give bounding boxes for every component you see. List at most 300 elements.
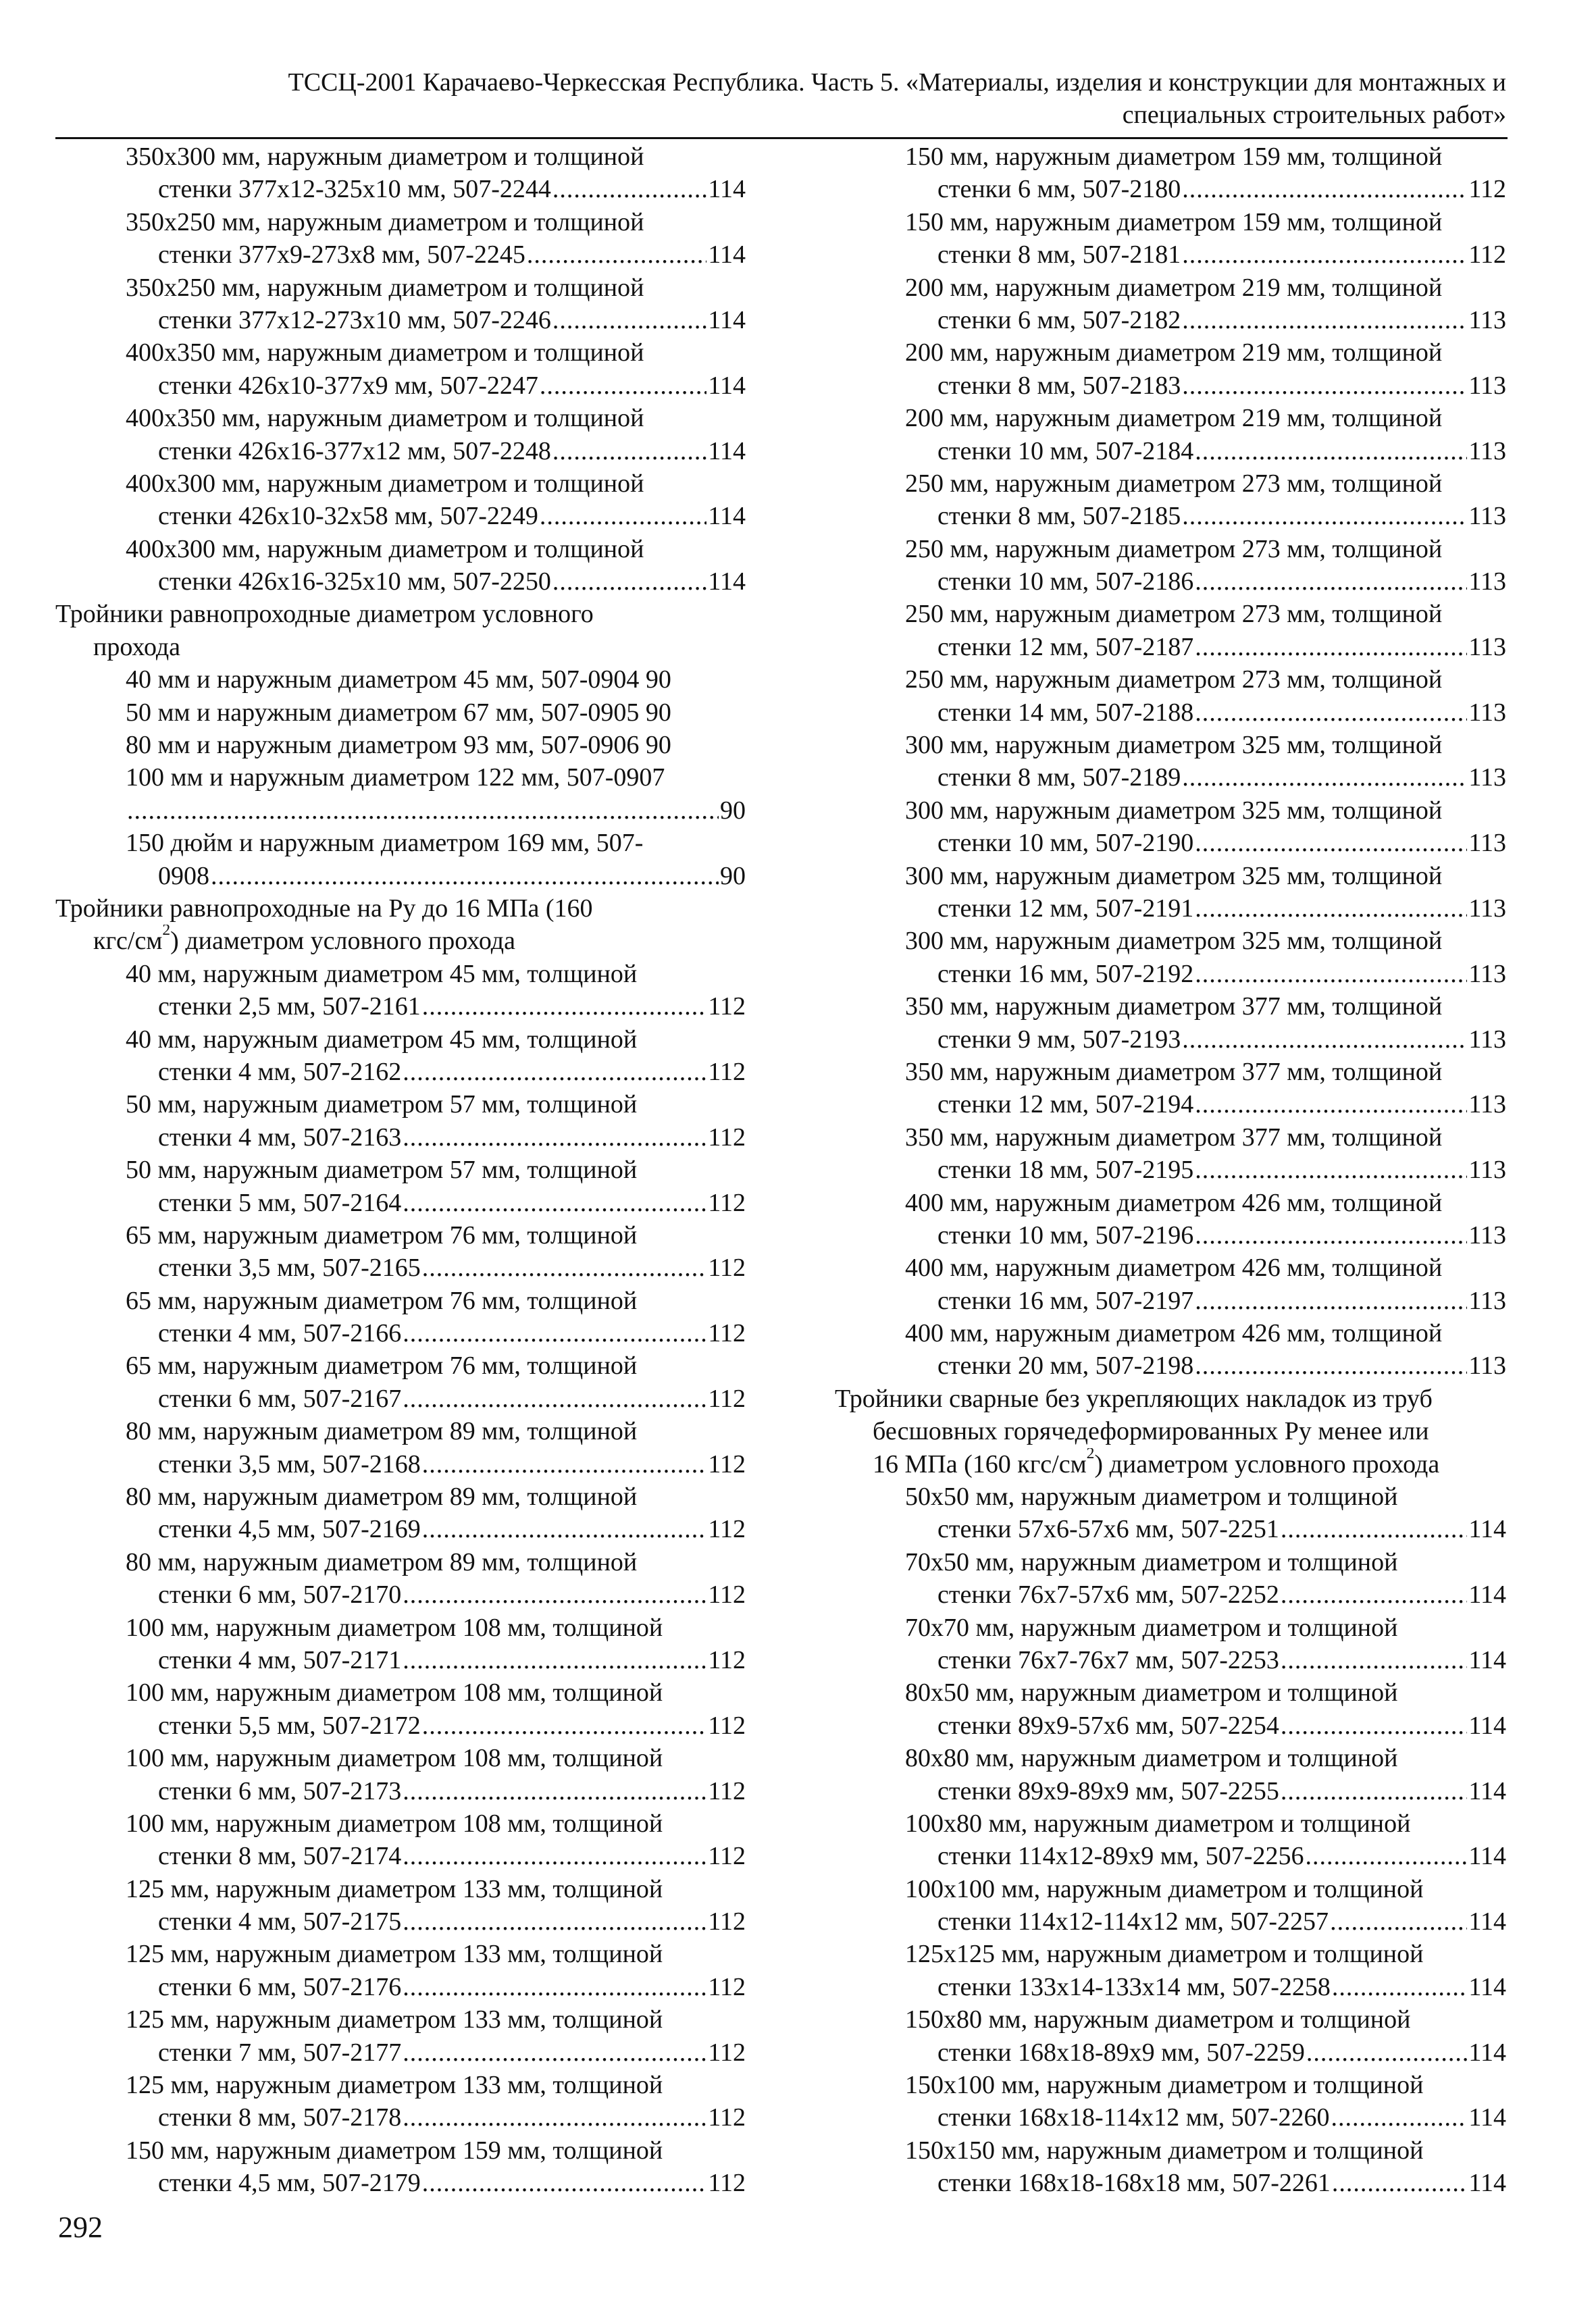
entry-text: стенки 16 мм, 507-2197 [937, 1286, 1194, 1315]
index-entry-line [835, 1285, 1506, 1317]
entry-page-ref: 112 [708, 1254, 746, 1283]
entry-text: 250 мм, наружным диаметром 273 мм, толщиной [905, 469, 1443, 498]
index-entry-line [835, 500, 1506, 532]
entry-page-ref: 112 [708, 1907, 746, 1936]
index-entry-line [55, 500, 746, 532]
entry-text: стенки 6 мм, 507-2182 [937, 305, 1181, 334]
index-entry-line [55, 238, 746, 271]
index-entry-line [835, 1676, 1506, 1709]
entry-page-ref: 113 [1468, 829, 1506, 858]
entry-text: 350 мм, наружным диаметром 377 мм, толщиной [905, 1123, 1443, 1152]
index-entry-line [55, 1383, 746, 1415]
entry-text: 400 мм, наружным диаметром 426 мм, толщиной [905, 1188, 1443, 1217]
dot-leader [403, 1056, 706, 1088]
entry-text: 300 мм, наружным диаметром 325 мм, толщиной [905, 731, 1443, 760]
dot-leader [552, 173, 707, 205]
dot-leader [540, 369, 707, 402]
index-entry-line [55, 958, 746, 990]
dot-leader [1281, 1775, 1468, 1807]
entry-text: 100 мм, наружным диаметром 108 мм, толщиной [126, 1678, 663, 1707]
entry-text: 65 мм, наружным диаметром 76 мм, толщиной [126, 1220, 638, 1250]
entry-text: 250 мм, наружным диаметром 273 мм, толщиной [905, 600, 1443, 629]
entry-text: 400х350 мм, наружным диаметром и толщиной [126, 338, 644, 367]
entry-text: 50 мм, наружным диаметром 57 мм, толщиной [126, 1156, 638, 1185]
entry-page-ref: 114 [1468, 2038, 1506, 2067]
superscript: 2 [1086, 1447, 1095, 1462]
dot-leader [403, 1578, 706, 1611]
index-entry-line [835, 729, 1506, 761]
index-entry-line [55, 1873, 746, 1905]
entry-page-ref: 113 [1468, 698, 1506, 727]
entry-page-ref: 113 [1468, 1286, 1506, 1315]
entry-page-ref: 112 [708, 1319, 746, 1348]
index-entry-line [55, 2036, 746, 2069]
index-entry-line [55, 402, 746, 434]
entry-text: стенки 8 мм, 507-2185 [937, 502, 1181, 531]
entry-text: стенки 5,5 мм, 507-2172 [158, 1711, 421, 1740]
dot-leader [403, 1840, 706, 1872]
entry-page-ref: 113 [1468, 1352, 1506, 1381]
index-entry-line [55, 435, 746, 467]
index-entry-line [55, 2134, 746, 2167]
entry-text: 100х80 мм, наружным диаметром и толщиной [905, 1809, 1411, 1838]
entry-text: стенки 57х6-57х6 мм, 507-2251 [937, 1515, 1279, 1544]
entry-page-ref: 114 [1468, 1711, 1506, 1740]
index-entry-line [55, 1709, 746, 1742]
entry-text-tail: ) диаметром условного прохода [170, 927, 515, 956]
entry-text: 250 мм, наружным диаметром 273 мм, толщиной [905, 665, 1443, 694]
entry-text: стенки 2,5 мм, 507-2161 [158, 992, 421, 1021]
entry-page-ref: 114 [1468, 1907, 1506, 1936]
entry-text: 0908 [158, 861, 209, 890]
index-entry-line [55, 1023, 746, 1056]
index-entry-line [55, 892, 746, 925]
entry-text: стенки 168х18-168х18 мм, 507-2261 [937, 2169, 1331, 2198]
entry-text: 350х300 мм, наружным диаметром и толщиной [126, 143, 644, 171]
entry-text: 80 мм, наружным диаметром 89 мм, толщиной [126, 1417, 638, 1446]
index-entry-line [55, 1644, 746, 1676]
index-entry-line [55, 1513, 746, 1545]
index-entry-line [835, 1546, 1506, 1578]
entry-text: 250 мм, наружным диаметром 273 мм, толщиной [905, 534, 1443, 563]
dot-leader [1195, 1219, 1467, 1252]
index-entry-line [835, 990, 1506, 1023]
entry-page-ref: 90 [720, 861, 746, 890]
index-entry-line [55, 1481, 746, 1513]
entry-page-ref: 113 [1468, 632, 1506, 661]
entry-text: стенки 426х16-377х12 мм, 507-2248 [158, 436, 551, 465]
dot-leader [1281, 1709, 1468, 1742]
index-entry-line [55, 925, 746, 957]
entry-text: Тройники равнопроходные диаметром условного [55, 600, 594, 629]
dot-leader [1182, 304, 1467, 336]
entry-text: стенки 10 мм, 507-2186 [937, 567, 1194, 596]
dot-leader [1195, 1088, 1467, 1121]
running-header-line-2: специальных строительных работ» [1122, 101, 1506, 129]
index-entry-line [55, 1971, 746, 2003]
dot-leader [1305, 1840, 1467, 1872]
dot-leader [403, 1187, 706, 1219]
dot-leader [422, 1513, 707, 1545]
entry-text: стенки 16 мм, 507-2192 [937, 959, 1194, 988]
entry-text: стенки 8 мм, 507-2178 [158, 2103, 402, 2132]
index-entry-line [55, 1578, 746, 1611]
dot-leader [422, 2167, 707, 2199]
entry-page-ref: 112 [708, 1645, 746, 1674]
index-entry-line [55, 272, 746, 304]
index-entry-line [835, 1023, 1506, 1056]
entry-page-ref: 114 [1468, 1645, 1506, 1674]
index-entry-line [835, 1154, 1506, 1186]
entry-text: стенки 8 мм, 507-2174 [158, 1842, 402, 1871]
index-entry-line [835, 860, 1506, 892]
entry-page-ref: 112 [708, 1580, 746, 1610]
entry-page-ref: 112 [708, 1842, 746, 1871]
index-entry-line [835, 238, 1506, 271]
entry-page-ref: 112 [708, 1776, 746, 1805]
entry-page-ref: 112 [708, 1449, 746, 1479]
entry-text: стенки 377х9-273х8 мм, 507-2245 [158, 240, 525, 269]
entry-text: 400х350 мм, наружным диаметром и толщиной [126, 404, 644, 433]
entry-page-ref: 112 [708, 1972, 746, 2001]
entry-page-ref: 112 [708, 1515, 746, 1544]
index-entry-line [55, 1219, 746, 1252]
entry-page-ref: 114 [708, 175, 746, 204]
index-entry-line [55, 1285, 746, 1317]
index-entry-line [55, 631, 746, 663]
entry-text: стенки 89х9-57х6 мм, 507-2254 [937, 1711, 1279, 1740]
index-entry-line [55, 1317, 746, 1349]
entry-text: 150 мм, наружным диаметром 159 мм, толщиной [905, 207, 1443, 236]
index-entry-line [55, 1448, 746, 1481]
index-entry-line [55, 794, 746, 827]
dot-leader [1182, 761, 1467, 794]
entry-page-ref: 114 [1468, 1580, 1506, 1610]
entry-text: бесшовных горячедеформированных Ру менее или [873, 1417, 1429, 1446]
dot-leader [403, 1775, 706, 1807]
entry-page-ref: 113 [1468, 371, 1506, 400]
entry-text: 150х100 мм, наружным диаметром и толщиной [905, 2071, 1424, 2100]
dot-leader [552, 304, 707, 336]
dot-leader [1195, 696, 1467, 729]
entry-page-ref: 112 [708, 1057, 746, 1086]
entry-page-ref: 112 [708, 2038, 746, 2067]
entry-text: 200 мм, наружным диаметром 219 мм, толщиной [905, 273, 1443, 302]
index-entry-line [835, 1056, 1506, 1088]
entry-text: стенки 168х18-114х12 мм, 507-2260 [937, 2103, 1330, 2132]
entry-text: стенки 12 мм, 507-2187 [937, 632, 1194, 661]
index-entry-line [55, 206, 746, 238]
entry-page-ref: 112 [708, 992, 746, 1021]
index-entry-line [835, 1481, 1506, 1513]
entry-text: стенки 8 мм, 507-2189 [937, 763, 1181, 792]
entry-text: 350х250 мм, наружным диаметром и толщиной [126, 273, 644, 302]
entry-page-ref: 90 [720, 796, 746, 825]
entry-text: 50 мм и наружным диаметром 67 мм, 507-0905 90 [126, 698, 671, 727]
index-entry-line [55, 729, 746, 761]
index-entry-line [55, 369, 746, 402]
index-entry-line [55, 1546, 746, 1578]
dot-leader [403, 1905, 706, 1938]
index-entry-line [835, 565, 1506, 598]
index-entry-line [55, 1121, 746, 1154]
index-entry-line [55, 2167, 746, 2199]
entry-text: стенки 114х12-114х12 мм, 507-2257 [937, 1907, 1329, 1936]
entry-text: стенки 3,5 мм, 507-2165 [158, 1254, 421, 1283]
index-entry-line [55, 565, 746, 598]
entry-text: стенки 9 мм, 507-2193 [937, 1025, 1181, 1054]
index-entry-line [835, 2134, 1506, 2167]
entry-text: стенки 426х10-377х9 мм, 507-2247 [158, 371, 538, 400]
entry-text: 350 мм, наружным диаметром 377 мм, толщиной [905, 992, 1443, 1021]
index-entry-line [835, 1187, 1506, 1219]
index-entry-line [55, 336, 746, 369]
entry-text: прохода [93, 632, 181, 661]
entry-text: 125 мм, наружным диаметром 133 мм, толщиной [126, 1940, 663, 1969]
entry-text: 125 мм, наружным диаметром 133 мм, толщиной [126, 1874, 663, 1903]
entry-text: 400 мм, наружным диаметром 426 мм, толщиной [905, 1319, 1443, 1348]
dot-leader [1281, 1644, 1468, 1676]
dot-leader [1195, 1285, 1467, 1317]
dot-leader [1195, 565, 1467, 598]
dot-leader [1182, 173, 1467, 205]
entry-text: стенки 377х12-325х10 мм, 507-2244 [158, 175, 551, 204]
entry-text: стенки 4 мм, 507-2175 [158, 1907, 402, 1936]
dot-leader [1195, 631, 1467, 663]
entry-page-ref: 112 [708, 1123, 746, 1152]
entry-page-ref: 114 [708, 240, 746, 269]
entry-text: 125 мм, наружным диаметром 133 мм, толщиной [126, 2005, 663, 2034]
entry-text: 350х250 мм, наружным диаметром и толщиной [126, 207, 644, 236]
index-entry-line [55, 2003, 746, 2036]
entry-text: стенки 5 мм, 507-2164 [158, 1188, 402, 1217]
index-entry-line [835, 1840, 1506, 1872]
entry-text: стенки 168х18-89х9 мм, 507-2259 [937, 2038, 1305, 2067]
index-entry-line [835, 206, 1506, 238]
page-number: 292 [58, 2211, 103, 2244]
dot-leader [403, 2101, 706, 2134]
entry-text: 150х80 мм, наружным диаметром и толщиной [905, 2005, 1411, 2034]
entry-page-ref: 114 [1468, 2169, 1506, 2198]
entry-page-ref: 112 [708, 2169, 746, 2198]
dot-leader [422, 1448, 707, 1481]
dot-leader [1306, 2036, 1468, 2069]
dot-leader [1182, 369, 1467, 402]
entry-text: стенки 4,5 мм, 507-2169 [158, 1515, 421, 1544]
running-header-line-1: ТССЦ-2001 Карачаево-Черкесская Республика. Часть 5. «Материалы, изделия и конструкции для монтажных и [288, 68, 1506, 97]
entry-text: стенки 76х7-76х7 мм, 507-2253 [937, 1645, 1279, 1674]
entry-page-ref: 113 [1468, 1090, 1506, 1119]
index-entry-line [55, 1807, 746, 1840]
entry-page-ref: 114 [708, 502, 746, 531]
entry-text: Тройники сварные без укрепляющих накладок из труб [835, 1384, 1433, 1413]
dot-leader [1195, 892, 1467, 925]
dot-leader [1281, 1578, 1468, 1611]
entry-text: стенки 89х9-89х9 мм, 507-2255 [937, 1776, 1279, 1805]
entry-text: 70х50 мм, наружным диаметром и толщиной [905, 1547, 1398, 1576]
index-entry-line [835, 1383, 1506, 1415]
entry-text: стенки 4 мм, 507-2171 [158, 1645, 402, 1674]
entry-text: 50х50 мм, наружным диаметром и толщиной [905, 1483, 1398, 1512]
entry-text: стенки 76х7-57х6 мм, 507-2252 [937, 1580, 1279, 1610]
index-entry-line [835, 173, 1506, 205]
dot-leader [127, 794, 719, 827]
index-entry-line [835, 598, 1506, 630]
index-entry-line [835, 1415, 1506, 1447]
entry-text: стенки 426х10-32х58 мм, 507-2249 [158, 502, 538, 531]
dot-leader [403, 1644, 706, 1676]
index-entry-line [835, 761, 1506, 794]
index-entry-line [835, 402, 1506, 434]
entry-text: 150х150 мм, наружным диаметром и толщиной [905, 2136, 1424, 2165]
entry-text: 100 мм и наружным диаметром 122 мм, 507-0907 [126, 763, 665, 792]
index-entry-line [55, 1938, 746, 1970]
entry-text: стенки 4,5 мм, 507-2179 [158, 2169, 421, 2198]
index-entry-line [835, 272, 1506, 304]
index-entry-line [835, 1971, 1506, 2003]
index-entry-line [835, 1873, 1506, 1905]
index-entry-line [835, 1121, 1506, 1154]
dot-leader [1182, 1023, 1467, 1056]
entry-page-ref: 112 [1468, 175, 1506, 204]
entry-text: стенки 6 мм, 507-2176 [158, 1972, 402, 2001]
entry-text: 300 мм, наружным диаметром 325 мм, толщиной [905, 861, 1443, 890]
entry-page-ref: 113 [1468, 436, 1506, 465]
entry-page-ref: 113 [1468, 1156, 1506, 1185]
index-entry-line [835, 2036, 1506, 2069]
index-entry-line [55, 663, 746, 696]
entry-text: 400х300 мм, наружным диаметром и толщиной [126, 534, 644, 563]
entry-text: стенки 8 мм, 507-2181 [937, 240, 1181, 269]
entry-text: 150 дюйм и наружным диаметром 169 мм, 507- [126, 829, 644, 858]
dot-leader [1195, 827, 1467, 859]
dot-leader [1331, 2101, 1467, 2134]
index-entry-line [835, 140, 1506, 173]
entry-page-ref: 112 [708, 1711, 746, 1740]
entry-page-ref: 113 [1468, 1025, 1506, 1054]
entry-text: Тройники равнопроходные на Ру до 16 МПа (160 [55, 894, 593, 923]
dot-leader [527, 238, 707, 271]
dot-leader [1281, 1513, 1468, 1545]
entry-text: стенки 8 мм, 507-2183 [937, 371, 1181, 400]
index-entry-line [835, 794, 1506, 827]
index-entry-line [835, 696, 1506, 729]
entry-page-ref: 114 [1468, 1515, 1506, 1544]
dot-leader [1182, 238, 1467, 271]
entry-text: 400х300 мм, наружным диаметром и толщиной [126, 469, 644, 498]
index-entry-line [55, 1349, 746, 1382]
index-entry-line [835, 1612, 1506, 1644]
index-entry-line [835, 1807, 1506, 1840]
entry-text: стенки 12 мм, 507-2191 [937, 894, 1194, 923]
dot-leader [403, 1121, 706, 1154]
entry-page-ref: 114 [1468, 1972, 1506, 2001]
entry-text: 125 мм, наружным диаметром 133 мм, толщиной [126, 2071, 663, 2100]
index-entry-line [55, 1056, 746, 1088]
dot-leader [1330, 1905, 1467, 1938]
entry-text: 150 мм, наружным диаметром 159 мм, толщиной [905, 143, 1443, 171]
index-entry-line [55, 1187, 746, 1219]
entry-text: кгс/см [93, 927, 163, 956]
dot-leader [1195, 1349, 1467, 1382]
entry-text: 100 мм, наружным диаметром 108 мм, толщиной [126, 1744, 663, 1773]
dot-leader [422, 1709, 707, 1742]
dot-leader [422, 990, 707, 1023]
index-entry-line [55, 1676, 746, 1709]
index-entry-line [835, 304, 1506, 336]
entry-page-ref: 113 [1468, 305, 1506, 334]
dot-leader [1332, 2167, 1468, 2199]
entry-page-ref: 113 [1468, 567, 1506, 596]
entry-text: 100х100 мм, наружным диаметром и толщиной [905, 1874, 1424, 1903]
index-entry-line [835, 1709, 1506, 1742]
entry-text: 80х50 мм, наружным диаметром и толщиной [905, 1678, 1398, 1707]
entry-text: стенки 6 мм, 507-2180 [937, 175, 1181, 204]
entry-text: 50 мм, наружным диаметром 57 мм, толщиной [126, 1090, 638, 1119]
dot-leader [1182, 500, 1467, 532]
entry-page-ref: 114 [708, 305, 746, 334]
entry-text: стенки 426х16-325х10 мм, 507-2250 [158, 567, 551, 596]
dot-leader [403, 1383, 706, 1415]
index-entry-line [55, 533, 746, 565]
entry-page-ref: 113 [1468, 959, 1506, 988]
entry-text: стенки 4 мм, 507-2162 [158, 1057, 402, 1086]
entry-page-ref: 114 [708, 567, 746, 596]
index-entry-line [55, 1252, 746, 1284]
index-entry-line [835, 1349, 1506, 1382]
entry-text: стенки 4 мм, 507-2166 [158, 1319, 402, 1348]
entry-page-ref: 113 [1468, 1220, 1506, 1250]
dot-leader [552, 565, 707, 598]
entry-page-ref: 113 [1468, 894, 1506, 923]
entry-text: стенки 377х12-273х10 мм, 507-2246 [158, 305, 551, 334]
index-entry-line [835, 1578, 1506, 1611]
index-entry-line [835, 631, 1506, 663]
entry-page-ref: 114 [1468, 1776, 1506, 1805]
index-entry-line [55, 1742, 746, 1774]
index-entry-line [835, 1644, 1506, 1676]
dot-leader [1195, 1154, 1467, 1186]
entry-text: стенки 4 мм, 507-2163 [158, 1123, 402, 1152]
index-entry-line [835, 1219, 1506, 1252]
index-entry-line [835, 1252, 1506, 1284]
index-entry-line [835, 435, 1506, 467]
entry-text: стенки 133х14-133х14 мм, 507-2258 [937, 1972, 1331, 2001]
dot-leader [403, 1971, 706, 2003]
entry-page-ref: 112 [708, 1188, 746, 1217]
index-entry-line [55, 827, 746, 859]
entry-text: стенки 10 мм, 507-2184 [937, 436, 1194, 465]
header-rule [55, 137, 1508, 139]
entry-text: 65 мм, наружным диаметром 76 мм, толщиной [126, 1352, 638, 1381]
index-entry-line [835, 1742, 1506, 1774]
entry-text: 70х70 мм, наружным диаметром и толщиной [905, 1613, 1398, 1642]
entry-text: 300 мм, наружным диаметром 325 мм, толщиной [905, 927, 1443, 956]
dot-leader [422, 1252, 707, 1284]
entry-page-ref: 113 [1468, 502, 1506, 531]
entry-text: стенки 10 мм, 507-2196 [937, 1220, 1194, 1250]
index-entry-line [55, 598, 746, 630]
index-entry-line [835, 1775, 1506, 1807]
index-entry-line [835, 2069, 1506, 2101]
entry-text: стенки 114х12-89х9 мм, 507-2256 [937, 1842, 1304, 1871]
index-entry-line [55, 1612, 746, 1644]
entry-text: 80 мм, наружным диаметром 89 мм, толщиной [126, 1483, 638, 1512]
dot-leader [1332, 1971, 1468, 2003]
entry-page-ref: 112 [708, 1384, 746, 1413]
entry-text: стенки 6 мм, 507-2170 [158, 1580, 402, 1610]
entry-text: стенки 20 мм, 507-2198 [937, 1352, 1194, 1381]
